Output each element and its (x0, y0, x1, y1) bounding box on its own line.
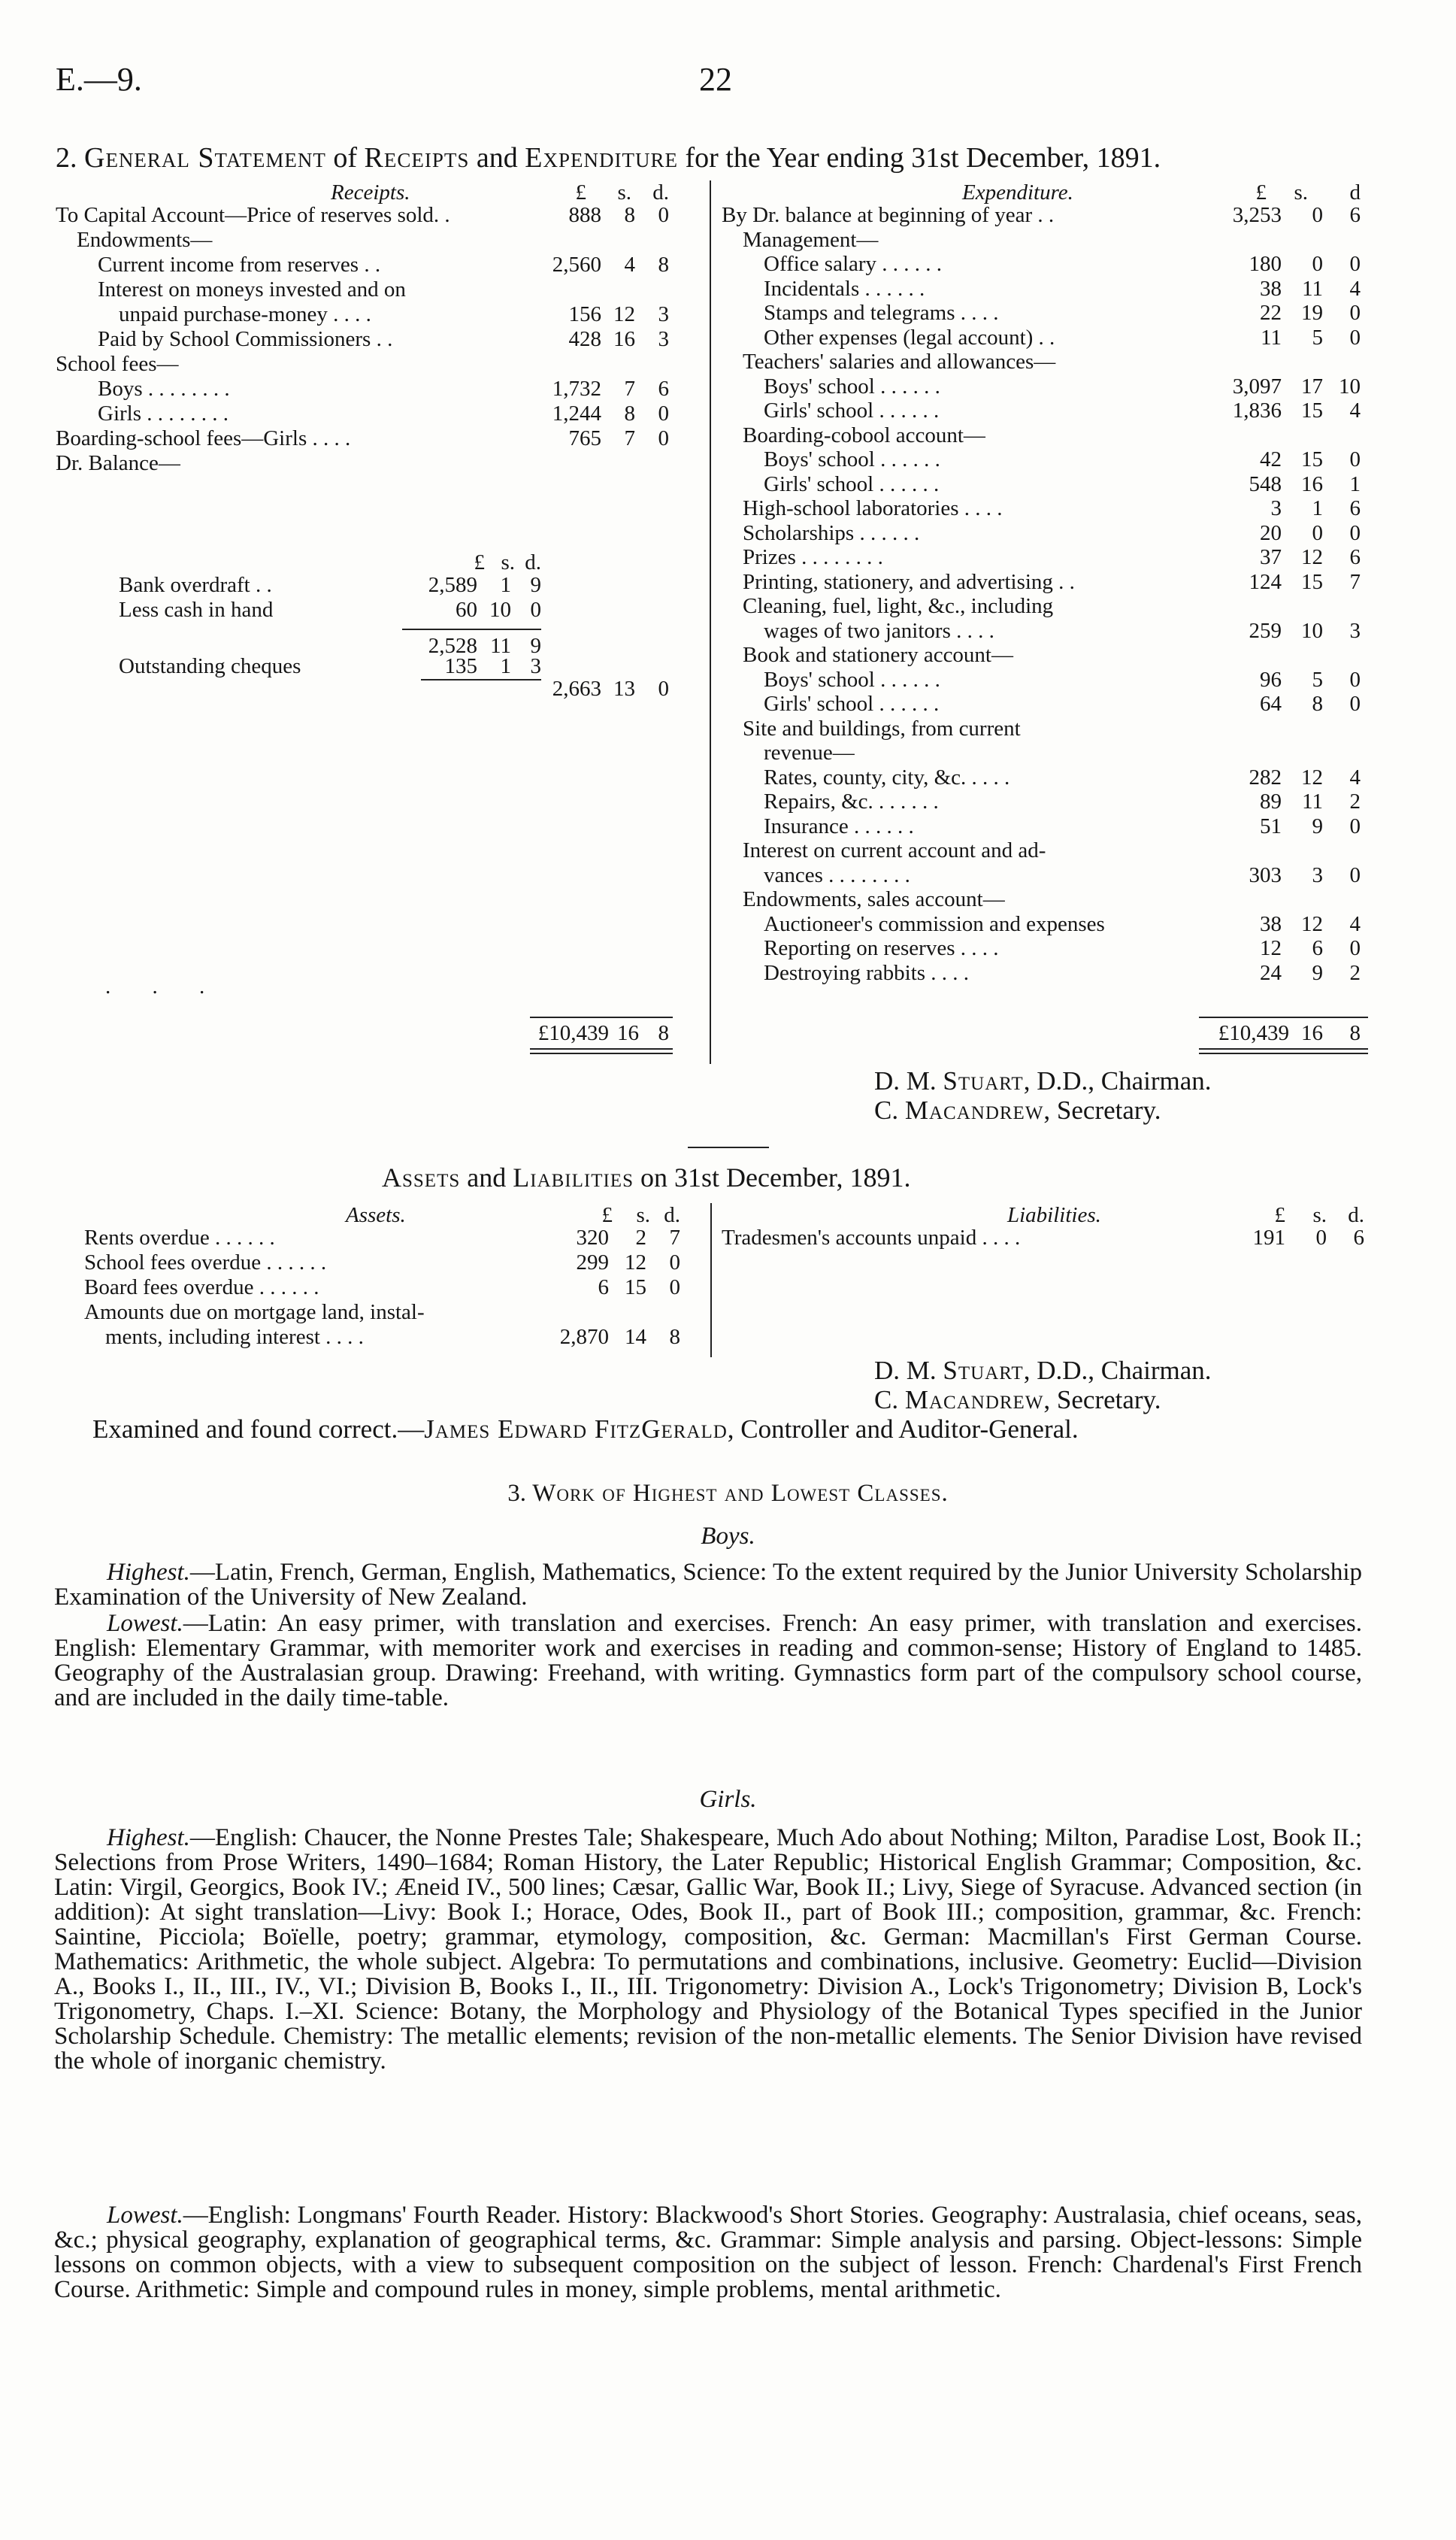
outstanding-shillings: 1 (500, 654, 511, 678)
receipts-row-label: To Capital Account—Price of reserves sold. . (56, 203, 450, 227)
expenditure-row-value: 0 (1349, 862, 1361, 887)
receipts-row-label: Boys . . . . . . . . (98, 377, 230, 401)
balance-net-pence: 0 (658, 677, 669, 701)
section2-title (56, 141, 1161, 174)
expenditure-row-value: 12 (1301, 545, 1323, 569)
girls-highest-label: Highest. (107, 1824, 190, 1851)
expenditure-row-value: 3 (1312, 862, 1323, 887)
section3-title-prefix: 3. (507, 1480, 533, 1507)
expenditure-row-value: 124 (1249, 569, 1282, 594)
expenditure-row-value: 3 (1270, 496, 1282, 520)
boys-lowest-text: —Latin: An easy primer, with translation and exercises. French: An easy primer, with translation and exercises. English: Elementary Grammar, with memoriter work and exercises in reading and common-sense; History of England to 1485. Geography of the Australasian group. Drawing: Freehand, with writing. Gymnastics form part of the compulsory school course, and are included in the daily time-table. (54, 1610, 1362, 1711)
section-divider-1 (688, 1147, 769, 1148)
signature2-line2-sc: Macandrew (904, 1385, 1044, 1414)
expenditure-row-label: Rates, county, city, &c. . . . . (764, 765, 1010, 790)
expenditure-row-value: 15 (1301, 399, 1323, 423)
expenditure-row-value: 10 (1301, 618, 1323, 643)
expenditure-row-label: Teachers' salaries and allowances— (743, 350, 1056, 374)
receipts-row-value: 7 (624, 426, 635, 450)
expenditure-row-value: 0 (1349, 325, 1361, 350)
assets-row-value: 2 (635, 1226, 646, 1250)
girls-highest-paragraph (54, 1826, 1362, 2074)
expenditure-col-pounds: £ (1255, 180, 1267, 205)
auditor-statement (92, 1414, 1079, 1444)
expenditure-row-label: Auctioneer's commission and expenses (764, 911, 1105, 936)
signature1-line1-sc: Stuart (943, 1066, 1024, 1096)
signature1-secretary (874, 1096, 1161, 1126)
expenditure-total-rule-2 (1199, 1053, 1368, 1054)
receipts-row-label: unpaid purchase-money . . . . (119, 302, 371, 326)
assets-row-label: Rents overdue . . . . . . (84, 1226, 275, 1250)
auditor-post: , Controller and Auditor-General. (727, 1414, 1079, 1444)
section3-title-sc: Work of Highest and Lowest Classes. (532, 1480, 949, 1507)
expenditure-col-shillings: s. (1294, 180, 1308, 205)
signature1-line1-pre: D. M. (874, 1066, 943, 1096)
balance-net-pounds: 2,663 (552, 677, 601, 701)
expenditure-row-value: 15 (1301, 569, 1323, 594)
expenditure-row-label: By Dr. balance at beginning of year . . (722, 203, 1055, 227)
liabilities-row-value: 0 (1315, 1226, 1327, 1250)
expenditure-row-label: Endowments, sales account— (743, 887, 1005, 911)
balance-row-value: 60 (456, 598, 477, 622)
girls-lowest-text: —English: Longmans' Fourth Reader. History: Blackwood's Short Stories. Geography: Australasia, chief oceans, seas, &c.; physical geography, explanation of geographical terms, &c. Grammar: Simple analysis and parsing. Object-lessons: Simple lessons on common objects, with a view to subsequent composition on the subject of lesson. French: Chardenal's First French Course. Arithmetic: Simple and compound rules in money, simple problems, mental arithmetic. (54, 2202, 1362, 2303)
balance-subtotal-pounds: 2,528 (428, 634, 477, 658)
outstanding-pence: 3 (530, 654, 541, 678)
expenditure-row-label: Interest on current account and ad- (743, 838, 1046, 862)
expenditure-total-rule-top (1199, 1017, 1368, 1018)
liabilities-col-pounds: £ (1274, 1203, 1285, 1227)
receipts-row-value: 0 (658, 203, 669, 227)
expenditure-row-label: Boys' school . . . . . . (764, 374, 940, 399)
expenditure-row-value: 6 (1349, 545, 1361, 569)
assets-col-pounds: £ (601, 1203, 613, 1227)
expenditure-row-label: Girls' school . . . . . . (764, 692, 940, 716)
receipts-total-rule-top (530, 1017, 673, 1018)
expenditure-row-value: 0 (1349, 814, 1361, 838)
expenditure-total-pounds: £10,439 (1218, 1021, 1289, 1045)
receipts-row-value: 8 (624, 402, 635, 426)
assets-title-rest: on 31st December, 1891. (634, 1162, 911, 1193)
balance-col-shillings: s. (501, 550, 515, 574)
section2-title-of: of (325, 142, 365, 174)
expenditure-row-label: Boys' school . . . . . . (764, 667, 940, 692)
receipts-row-label: Paid by School Commissioners . . (98, 327, 393, 351)
signature2-line2-pre: C. (874, 1385, 905, 1414)
assets-col-pence: d. (664, 1203, 680, 1227)
assets-row-label: Board fees overdue . . . . . . (84, 1275, 319, 1299)
receipts-row-value: 16 (613, 327, 635, 351)
expenditure-row-label: Scholarships . . . . . . (743, 520, 920, 545)
expenditure-row-value: 0 (1349, 301, 1361, 325)
signature2-line1-sc: Stuart (943, 1356, 1024, 1385)
expenditure-row-value: 0 (1349, 692, 1361, 716)
receipts-total-pence: 8 (658, 1021, 669, 1045)
expenditure-row-label: Book and stationery account— (743, 643, 1013, 667)
expenditure-row-value: 1 (1349, 471, 1361, 496)
expenditure-row-label: Girls' school . . . . . . (764, 399, 940, 423)
expenditure-row-value: 0 (1312, 520, 1323, 545)
balance-row-value: 0 (530, 598, 541, 622)
expenditure-row-value: 4 (1349, 765, 1361, 790)
expenditure-row-value: 3,097 (1232, 374, 1282, 399)
receipts-heading: Receipts. (331, 180, 410, 205)
expenditure-total-rule-1 (1199, 1048, 1368, 1050)
balance-subtotal-shillings: 11 (490, 634, 511, 658)
expenditure-row-label: revenue— (764, 741, 855, 765)
liabilities-row-value: 6 (1353, 1226, 1364, 1250)
expenditure-row-value: 38 (1260, 911, 1282, 936)
assets-row-value: 7 (669, 1226, 680, 1250)
assets-row-value: 0 (669, 1275, 680, 1299)
expenditure-row-label: Prizes . . . . . . . . (743, 545, 883, 569)
expenditure-row-value: 11 (1261, 325, 1282, 350)
receipts-row-value: 8 (624, 203, 635, 227)
section2-title-sc: General Statement (84, 142, 326, 174)
assets-col-shillings: s. (636, 1203, 650, 1227)
receipts-row-label: School fees— (56, 352, 179, 376)
assets-title-sc2: Liabilities (513, 1162, 634, 1193)
section2-title-sc3: Expenditure (525, 142, 678, 174)
boys-highest-label: Highest. (107, 1559, 190, 1586)
expenditure-row-value: 38 (1260, 276, 1282, 301)
balance-row-label: Less cash in hand (119, 598, 274, 622)
assets-row-value: 320 (576, 1226, 609, 1250)
expenditure-row-value: 51 (1260, 814, 1282, 838)
balance-rule (402, 629, 541, 630)
assets-row-value: 15 (625, 1275, 646, 1299)
section3-title (0, 1480, 1456, 1508)
expenditure-row-label: Office salary . . . . . . (764, 252, 943, 276)
expenditure-row-value: 0 (1349, 667, 1361, 692)
boys-highest-text: —Latin, French, German, English, Mathematics, Science: To the extent required by the Junior University Scholarship Examination of the University of New Zealand. (54, 1559, 1362, 1611)
receipts-row-value: 8 (658, 253, 669, 277)
expenditure-row-label: Insurance . . . . . . (764, 814, 914, 838)
expenditure-row-value: 5 (1312, 667, 1323, 692)
expenditure-row-value: 0 (1349, 520, 1361, 545)
expenditure-row-value: 12 (1301, 911, 1323, 936)
assets-row-label: ments, including interest . . . . (105, 1325, 364, 1349)
expenditure-row-value: 64 (1260, 692, 1282, 716)
girls-heading: Girls. (699, 1786, 757, 1813)
expenditure-row-label: Girls' school . . . . . . (764, 471, 940, 496)
receipts-row-value: 765 (568, 426, 601, 450)
section2-title-sc2: Receipts (364, 142, 470, 174)
assets-row-value: 299 (576, 1250, 609, 1275)
expenditure-row-value: 0 (1349, 936, 1361, 960)
girls-lowest-label: Lowest. (107, 2202, 183, 2229)
receipts-total-shillings: 16 (617, 1021, 639, 1045)
signature2-line1-post: , D.D., Chairman. (1023, 1356, 1212, 1385)
expenditure-row-value: 2 (1349, 790, 1361, 814)
signature1-line2-post: , Secretary. (1043, 1096, 1161, 1125)
expenditure-row-label: Stamps and telegrams . . . . (764, 301, 999, 325)
balance-row-value: 9 (530, 573, 541, 597)
expenditure-row-value: 1,836 (1232, 399, 1282, 423)
assets-row-label: School fees overdue . . . . . . (84, 1250, 327, 1275)
expenditure-row-value: 89 (1260, 790, 1282, 814)
expenditure-row-label: Boys' school . . . . . . (764, 447, 940, 471)
expenditure-row-value: 16 (1301, 471, 1323, 496)
expenditure-row-value: 6 (1312, 936, 1323, 960)
expenditure-row-value: 0 (1312, 203, 1323, 227)
assets-row-value: 12 (625, 1250, 646, 1275)
expenditure-row-value: 9 (1312, 960, 1323, 985)
expenditure-heading: Expenditure. (962, 180, 1073, 205)
receipts-col-shillings: s. (617, 180, 631, 205)
boys-lowest-paragraph (54, 1611, 1362, 1711)
expenditure-row-label: vances . . . . . . . . (764, 862, 910, 887)
section2-title-prefix: 2. (56, 142, 84, 174)
expenditure-row-value: 96 (1260, 667, 1282, 692)
column-divider (710, 180, 711, 1064)
signature2-secretary (874, 1385, 1161, 1415)
expenditure-row-value: 1 (1312, 496, 1323, 520)
receipts-row-label: Girls . . . . . . . . (98, 402, 229, 426)
expenditure-row-label: Repairs, &c. . . . . . . (764, 790, 939, 814)
expenditure-row-value: 20 (1260, 520, 1282, 545)
girls-lowest-paragraph (54, 2203, 1362, 2302)
expenditure-row-value: 282 (1249, 765, 1282, 790)
receipts-row-value: 3 (658, 327, 669, 351)
expenditure-row-label: Site and buildings, from current (743, 716, 1021, 741)
receipts-row-value: 0 (658, 402, 669, 426)
assets-row-label: Amounts due on mortgage land, instal- (84, 1300, 425, 1324)
receipts-row-value: 888 (568, 203, 601, 227)
assets-divider (710, 1203, 712, 1357)
expenditure-row-label: Cleaning, fuel, light, &c., including (743, 594, 1054, 618)
signature1-line1-post: , D.D., Chairman. (1023, 1066, 1212, 1096)
boys-highest-paragraph (54, 1560, 1362, 1610)
receipts-row-value: 0 (658, 426, 669, 450)
expenditure-row-label: Management— (743, 227, 879, 252)
expenditure-row-value: 548 (1249, 471, 1282, 496)
page-reference: E.—9. (56, 61, 142, 98)
balance-row-value: 2,589 (428, 573, 477, 597)
expenditure-row-value: 22 (1260, 301, 1282, 325)
expenditure-row-value: 0 (1312, 252, 1323, 276)
receipts-row-label: Interest on moneys invested and on (98, 277, 406, 302)
expenditure-row-value: 9 (1312, 814, 1323, 838)
expenditure-row-label: High-school laboratories . . . . (743, 496, 1003, 520)
signature2-line1-pre: D. M. (874, 1356, 943, 1385)
expenditure-row-value: 3 (1349, 618, 1361, 643)
receipts-row-value: 1,732 (552, 377, 601, 401)
outstanding-pounds: 135 (444, 654, 477, 678)
receipts-total-pounds: £10,439 (537, 1021, 609, 1045)
assets-row-value: 6 (598, 1275, 609, 1299)
expenditure-row-value: 42 (1260, 447, 1282, 471)
expenditure-total-shillings: 16 (1301, 1021, 1323, 1045)
receipts-dots: . . . (105, 974, 223, 999)
expenditure-row-label: Destroying rabbits . . . . (764, 960, 970, 985)
expenditure-row-label: Incidentals . . . . . . (764, 276, 925, 301)
expenditure-row-value: 180 (1249, 252, 1282, 276)
expenditure-row-value: 6 (1349, 496, 1361, 520)
outstanding-rule (421, 679, 541, 680)
balance-row-label: Bank overdraft . . (119, 573, 272, 597)
receipts-row-value: 156 (568, 302, 601, 326)
auditor-pre: Examined and found correct.— (92, 1414, 425, 1444)
receipts-row-value: 12 (613, 302, 635, 326)
liabilities-col-shillings: s. (1312, 1203, 1327, 1227)
balance-net-shillings: 13 (613, 677, 635, 701)
auditor-name: James Edward FitzGerald (424, 1414, 728, 1444)
expenditure-row-value: 0 (1349, 447, 1361, 471)
expenditure-row-value: 12 (1260, 936, 1282, 960)
expenditure-row-value: 4 (1349, 276, 1361, 301)
liabilities-row-label: Tradesmen's accounts unpaid . . . . (722, 1226, 1021, 1250)
balance-col-pence: d. (525, 550, 541, 574)
expenditure-row-label: wages of two janitors . . . . (764, 618, 994, 643)
expenditure-total-pence: 8 (1349, 1021, 1361, 1045)
expenditure-row-value: 4 (1349, 399, 1361, 423)
receipts-row-value: 3 (658, 302, 669, 326)
balance-subtotal-pence: 9 (530, 634, 541, 658)
receipts-row-label: Current income from reserves . . (98, 253, 381, 277)
signature2-line2-post: , Secretary. (1043, 1385, 1161, 1414)
expenditure-row-value: 303 (1249, 862, 1282, 887)
balance-col-pounds: £ (474, 550, 485, 574)
section2-title-rest: for the Year ending 31st December, 1891. (677, 142, 1161, 174)
expenditure-row-value: 17 (1301, 374, 1323, 399)
assets-title (382, 1162, 910, 1193)
receipts-col-pounds: £ (575, 180, 586, 205)
receipts-total-rule-1 (530, 1048, 673, 1050)
expenditure-row-value: 259 (1249, 618, 1282, 643)
receipts-row-value: 1,244 (552, 402, 601, 426)
expenditure-row-value: 24 (1260, 960, 1282, 985)
expenditure-row-value: 6 (1349, 203, 1361, 227)
expenditure-row-value: 8 (1312, 692, 1323, 716)
expenditure-row-value: 4 (1349, 911, 1361, 936)
receipts-row-value: 2,560 (552, 253, 601, 277)
receipts-col-pence: d. (652, 180, 669, 205)
receipts-row-label: Boarding-school fees—Girls . . . . (56, 426, 351, 450)
receipts-row-value: 428 (568, 327, 601, 351)
signature1-chairman (874, 1066, 1212, 1096)
balance-row-value: 1 (500, 573, 511, 597)
expenditure-row-value: 12 (1301, 765, 1323, 790)
outstanding-label: Outstanding cheques (119, 654, 301, 678)
balance-row-value: 10 (489, 598, 511, 622)
signature1-line2-sc: Macandrew (904, 1096, 1044, 1125)
boys-lowest-label: Lowest. (107, 1610, 183, 1637)
receipts-row-label: Dr. Balance— (56, 451, 180, 475)
expenditure-row-value: 11 (1302, 790, 1323, 814)
signature2-chairman (874, 1356, 1212, 1386)
section2-title-and: and (469, 142, 525, 174)
assets-row-value: 0 (669, 1250, 680, 1275)
assets-heading: Assets. (346, 1203, 406, 1227)
expenditure-row-value: 7 (1349, 569, 1361, 594)
expenditure-row-label: Printing, stationery, and advertising . . (743, 569, 1075, 594)
assets-title-sc1: Assets (382, 1162, 461, 1193)
expenditure-row-value: 11 (1302, 276, 1323, 301)
receipts-row-value: 4 (624, 253, 635, 277)
page-number: 22 (699, 61, 732, 98)
assets-row-value: 8 (669, 1325, 680, 1349)
receipts-row-label: Endowments— (77, 228, 213, 252)
expenditure-row-value: 10 (1339, 374, 1361, 399)
receipts-total-rule-2 (530, 1053, 673, 1054)
receipts-row-value: 6 (658, 377, 669, 401)
boys-heading: Boys. (701, 1523, 755, 1550)
expenditure-row-value: 15 (1301, 447, 1323, 471)
expenditure-row-label: Boarding-cobool account— (743, 423, 985, 447)
expenditure-row-value: 37 (1260, 545, 1282, 569)
expenditure-row-value: 0 (1349, 252, 1361, 276)
expenditure-row-value: 2 (1349, 960, 1361, 985)
liabilities-heading: Liabilities. (1007, 1203, 1101, 1227)
assets-title-and: and (460, 1162, 513, 1193)
assets-row-value: 2,870 (559, 1325, 609, 1349)
expenditure-row-label: Other expenses (legal account) . . (764, 325, 1055, 350)
receipts-row-value: 7 (624, 377, 635, 401)
girls-highest-text: —English: Chaucer, the Nonne Prestes Tale; Shakespeare, Much Ado about Nothing; Milton, Paradise Lost, Book II.; Selections from Prose Writers, 1490–1684; Roman History, the Later Republic; Historical English Grammar; Composition, &c. Latin: Virgil, Georgics, Book IV.; Æneid IV., 500 lines; Cæsar, Gallic War, Book II.; Livy, Siege of Syracuse. Advanced section (in addition): At sight translation—Livy: Book I.; Horace, Odes, Book II., part of Book III.; composition, grammar, &c. French: Saintine, Picciola; Boïelle, poetry; grammar, etymology, composition, &c. German: Macmillan's First German Course. Mathematics: Arithmetic, the whole subject. Algebra: To permutations and combinations, inclusive. Geometry: Euclid—Division A., Books I., II., III., IV., VI.; Division B, Books I., II., III. Trigonometry: Division A., Lock's Trigonometry; Division B, Lock's Trigonometry, Chaps. I.–XI. Science: Botany, the Morphology and Physiology of the Botanical Types specified in the Junior Scholarship Schedule. Chemistry: The metallic elements; revision of the non-metallic elements. The Senior Division have revised the whole of inorganic chemistry. (54, 1824, 1362, 2075)
assets-row-value: 14 (625, 1325, 646, 1349)
liabilities-row-value: 191 (1252, 1226, 1285, 1250)
expenditure-row-value: 19 (1301, 301, 1323, 325)
expenditure-row-value: 5 (1312, 325, 1323, 350)
expenditure-row-label: Reporting on reserves . . . . (764, 936, 999, 960)
liabilities-col-pence: d. (1348, 1203, 1364, 1227)
expenditure-col-pence: d (1349, 180, 1361, 205)
expenditure-row-value: 3,253 (1232, 203, 1282, 227)
signature1-line2-pre: C. (874, 1096, 905, 1125)
